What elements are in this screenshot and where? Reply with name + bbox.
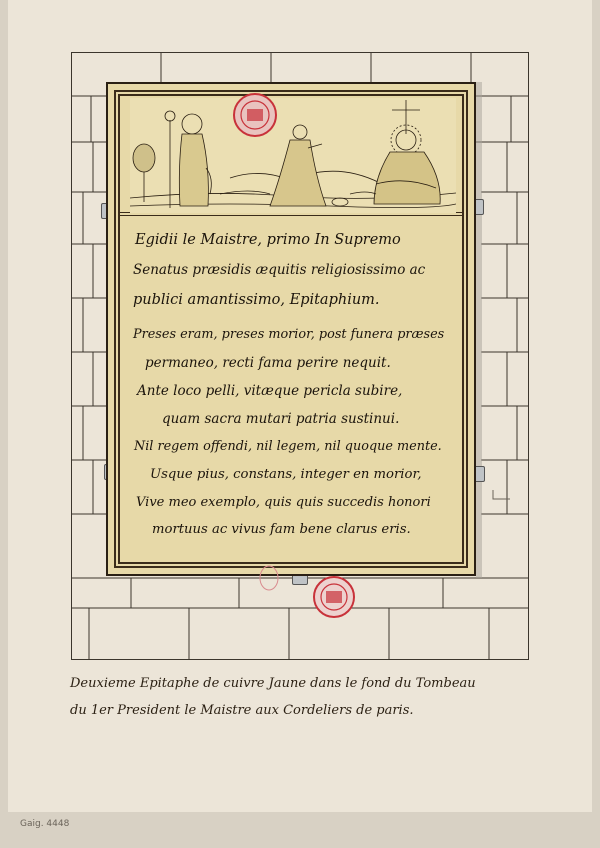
library-stamp-bottom (312, 575, 356, 619)
caption-line-2: du 1er President le Maistre aux Cordeliers de paris. (70, 703, 414, 718)
epitaph-line: quam sacra mutari patria sustinui. (162, 411, 400, 427)
library-stamp (232, 92, 278, 138)
epitaph-line: mortuus ac vivus fam bene clarus eris. (152, 522, 411, 537)
epitaph-line: publici amantissimo, Epitaphium. (133, 292, 380, 308)
epitaph-line: Usque pius, constans, integer en morior, (150, 467, 422, 482)
epitaph-line: Vive meo exemplo, quis quis succedis honori (136, 495, 431, 510)
caption-line-1: Deuxieme Epitaphe de cuivre Jaune dans le fond du Tombeau (70, 676, 476, 691)
engraved-scene (130, 98, 456, 213)
epitaph-line: Ante loco pelli, vitæque pericla subire, (137, 383, 403, 399)
epitaph-line: Senatus præsidis æquitis religiosissimo ac (133, 262, 426, 278)
epitaph-line: Nil regem offendi, nil legem, nil quoque mente. (134, 439, 442, 454)
pencil-mark (490, 488, 514, 502)
faint-stamp (258, 564, 280, 592)
shelfmark: Gaig. 4448 (20, 819, 70, 829)
epitaph-line: Preses eram, preses morior, post funera præses (133, 327, 445, 342)
epitaph-line: Egidii le Maistre, primo In Supremo (135, 232, 401, 248)
epitaph-line: permaneo, recti fama perire nequit. (145, 355, 391, 371)
